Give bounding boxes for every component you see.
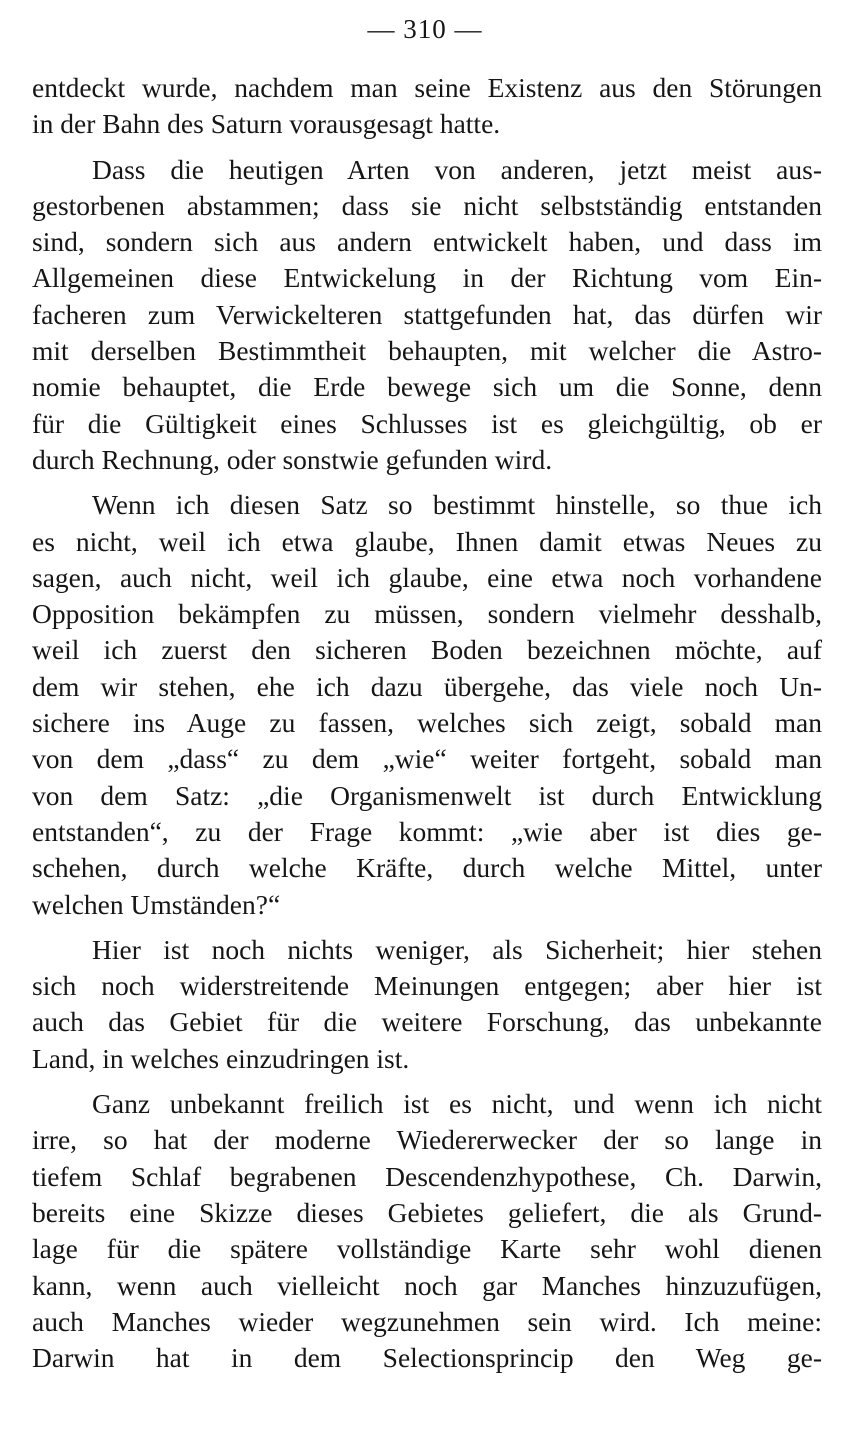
text-line: sich noch widerstreitende Meinungen entgegen; aber hier ist [32,970,822,1002]
paragraph [32,152,822,479]
body-text [32,70,822,1385]
text-line: dem wir stehen, ehe ich dazu übergehe, das viele noch Un- [32,670,822,702]
text-line: Allgemeinen diese Entwickelung in der Richtung vom Ein- [32,262,822,294]
text-line: Darwin hat in dem Selectionsprincip den Weg ge- [32,1342,822,1374]
text-line: für die Gültigkeit eines Schlusses ist es gleichgültig, ob er [32,407,822,439]
text-line: Land, in welches einzudringen ist. [32,1042,410,1074]
text-line: Wenn ich diesen Satz so bestimmt hinstelle, so thue ich [92,489,822,521]
text-line: auch das Gebiet für die weitere Forschung, das unbekannte [32,1006,822,1038]
text-line: von dem Satz: „die Organismenwelt ist durch Entwicklung [32,779,822,811]
text-line: Dass die heutigen Arten von anderen, jetzt meist aus- [92,153,822,185]
text-line: Hier ist noch nichts weniger, als Sicherheit; hier stehen [92,933,822,965]
text-line: von dem „dass“ zu dem „wie“ weiter fortgeht, sobald man [32,743,822,775]
text-line: bereits eine Skizze dieses Gebietes geliefert, die als Grund- [32,1196,822,1228]
text-line: sagen, auch nicht, weil ich glaube, eine etwa noch vorhandene [32,561,822,593]
text-line: schehen, durch welche Kräfte, durch welche Mittel, unter [32,852,822,884]
text-line: nomie behauptet, die Erde bewege sich um die Sonne, denn [32,371,822,403]
text-line: tiefem Schlaf begrabenen Descendenzhypothese, Ch. Darwin, [32,1160,822,1192]
text-line: es nicht, weil ich etwa glaube, Ihnen damit etwas Neues zu [32,525,822,557]
paragraph [32,1086,822,1376]
text-line: entstanden“, zu der Frage kommt: „wie aber ist dies ge- [32,815,822,847]
text-line: weil ich zuerst den sicheren Boden bezeichnen möchte, auf [32,634,822,666]
text-line: mit derselben Bestimmtheit behaupten, mit welcher die Astro- [32,335,822,367]
text-line: durch Rechnung, oder sonstwie gefunden wird. [32,443,553,475]
text-line: facheren zum Verwickelteren stattgefunden hat, das dürfen wir [32,298,822,330]
text-line: gestorbenen abstammen; dass sie nicht selbstständig entstanden [32,189,822,221]
paragraph [32,487,822,923]
text-line: auch Manches wieder wegzunehmen sein wird. Ich meine: [32,1305,822,1337]
text-line: entdeckt wurde, nachdem man seine Existenz aus den Störungen [32,72,822,103]
text-line: Opposition bekämpfen zu müssen, sondern vielmehr desshalb, [32,598,822,630]
page-number: — 310 — [367,14,483,44]
paragraph [32,70,822,143]
text-line: irre, so hat der moderne Wiedererwecker der so lange in [32,1124,822,1156]
text-line: sichere ins Auge zu fassen, welches sich zeigt, sobald man [32,707,822,739]
text-line: sind, sondern sich aus andern entwickelt haben, und dass im [32,226,822,258]
paragraph [32,932,822,1077]
text-line: welchen Umständen?“ [32,888,281,920]
text-line: kann, wenn auch vielleicht noch gar Manches hinzuzufügen, [32,1269,822,1301]
text-line: Ganz unbekannt freilich ist es nicht, und wenn ich nicht [92,1088,822,1120]
text-line: lage für die spätere vollständige Karte sehr wohl dienen [32,1233,822,1265]
text-line: in der Bahn des Saturn vorausgesagt hatte. [32,108,501,140]
